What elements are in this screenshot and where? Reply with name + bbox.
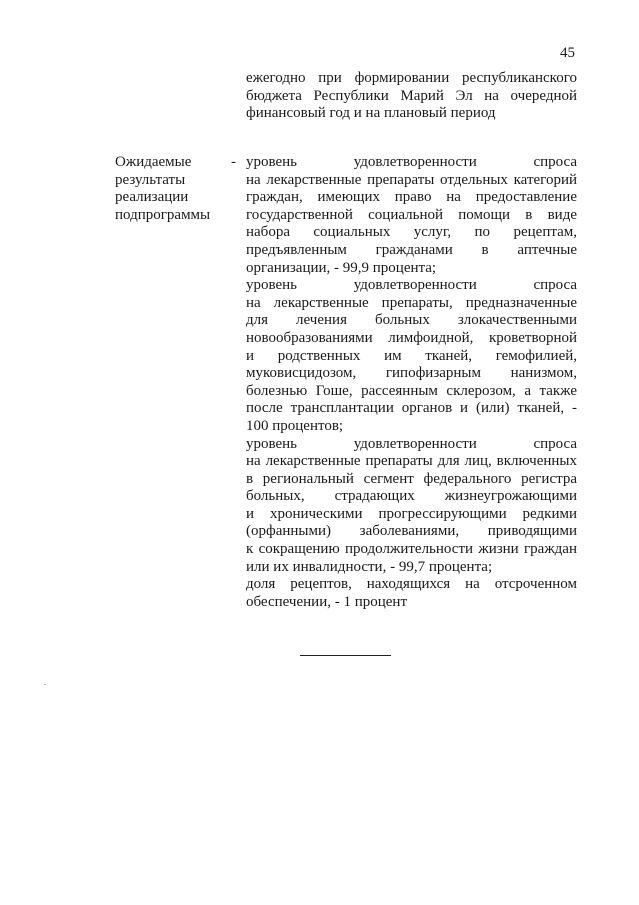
content-line: болезнью Гоше, рассеянным склерозом, а также (246, 382, 577, 399)
scan-margin-mark (44, 684, 46, 685)
row-dash: - (231, 154, 236, 170)
content-line: больных, страдающих жизнеугрожающими (246, 488, 577, 505)
content-line: 100 процентов; (246, 417, 344, 434)
content-line: уровень удовлетворенности спроса (246, 277, 577, 294)
end-separator (300, 655, 391, 656)
content-line: к сокращению продолжительности жизни граждан (246, 541, 577, 558)
content-line: после трансплантации органов и (или) тканей, - (246, 400, 577, 417)
row-label-line: реализации (115, 189, 189, 206)
content-line: муковисцидозом, гипофизарным нанизмом, (246, 365, 577, 382)
row-content (246, 154, 577, 611)
top-text-line: финансовый год и на плановый период (246, 105, 496, 122)
row-label (115, 154, 233, 224)
content-line: граждан, имеющих право на предоставление (246, 189, 577, 206)
content-line: на лекарственные препараты для лиц, включенных (246, 453, 577, 470)
row-label-line: Ожидаемые (115, 154, 192, 170)
row-label-line: подпрограммы (115, 206, 211, 223)
content-line: предъявленным гражданами в аптечные (246, 241, 577, 258)
content-line: на лекарственные препараты, предназначенные (246, 294, 577, 311)
content-line: или их инвалидности, - 99,7 процента; (246, 558, 493, 575)
content-line: государственной социальной помощи в виде (246, 206, 577, 223)
content-line: (орфанными) заболеваниями, приводящими (246, 523, 577, 540)
content-line: организации, - 99,9 процента; (246, 259, 437, 276)
row-label-line: результаты (115, 171, 186, 188)
page-number: 45 (560, 45, 575, 61)
content-line: доля рецептов, находящихся на отсроченном (246, 576, 577, 593)
content-line: обеспечении, - 1 процент (246, 593, 408, 610)
content-line: уровень удовлетворенности спроса (246, 435, 577, 452)
top-text-line: ежегодно при формировании республиканского (246, 70, 577, 86)
top-text-block (246, 70, 577, 123)
content-line: уровень удовлетворенности спроса (246, 154, 577, 170)
content-line: набора социальных услуг, по рецептам, (246, 224, 577, 241)
content-line: для лечения больных злокачественными (246, 312, 577, 329)
content-line: и родственных им тканей, гемофилией, (246, 347, 577, 364)
content-line: новообразованиями лимфоидной, кроветворной (246, 329, 577, 346)
content-line: и хроническими прогрессирующими редкими (246, 505, 577, 522)
top-text-line: бюджета Республики Марий Эл на очередной (246, 87, 577, 104)
content-line: на лекарственные препараты отдельных категорий (246, 171, 577, 188)
content-line: в региональный сегмент федерального регистра (246, 470, 577, 487)
